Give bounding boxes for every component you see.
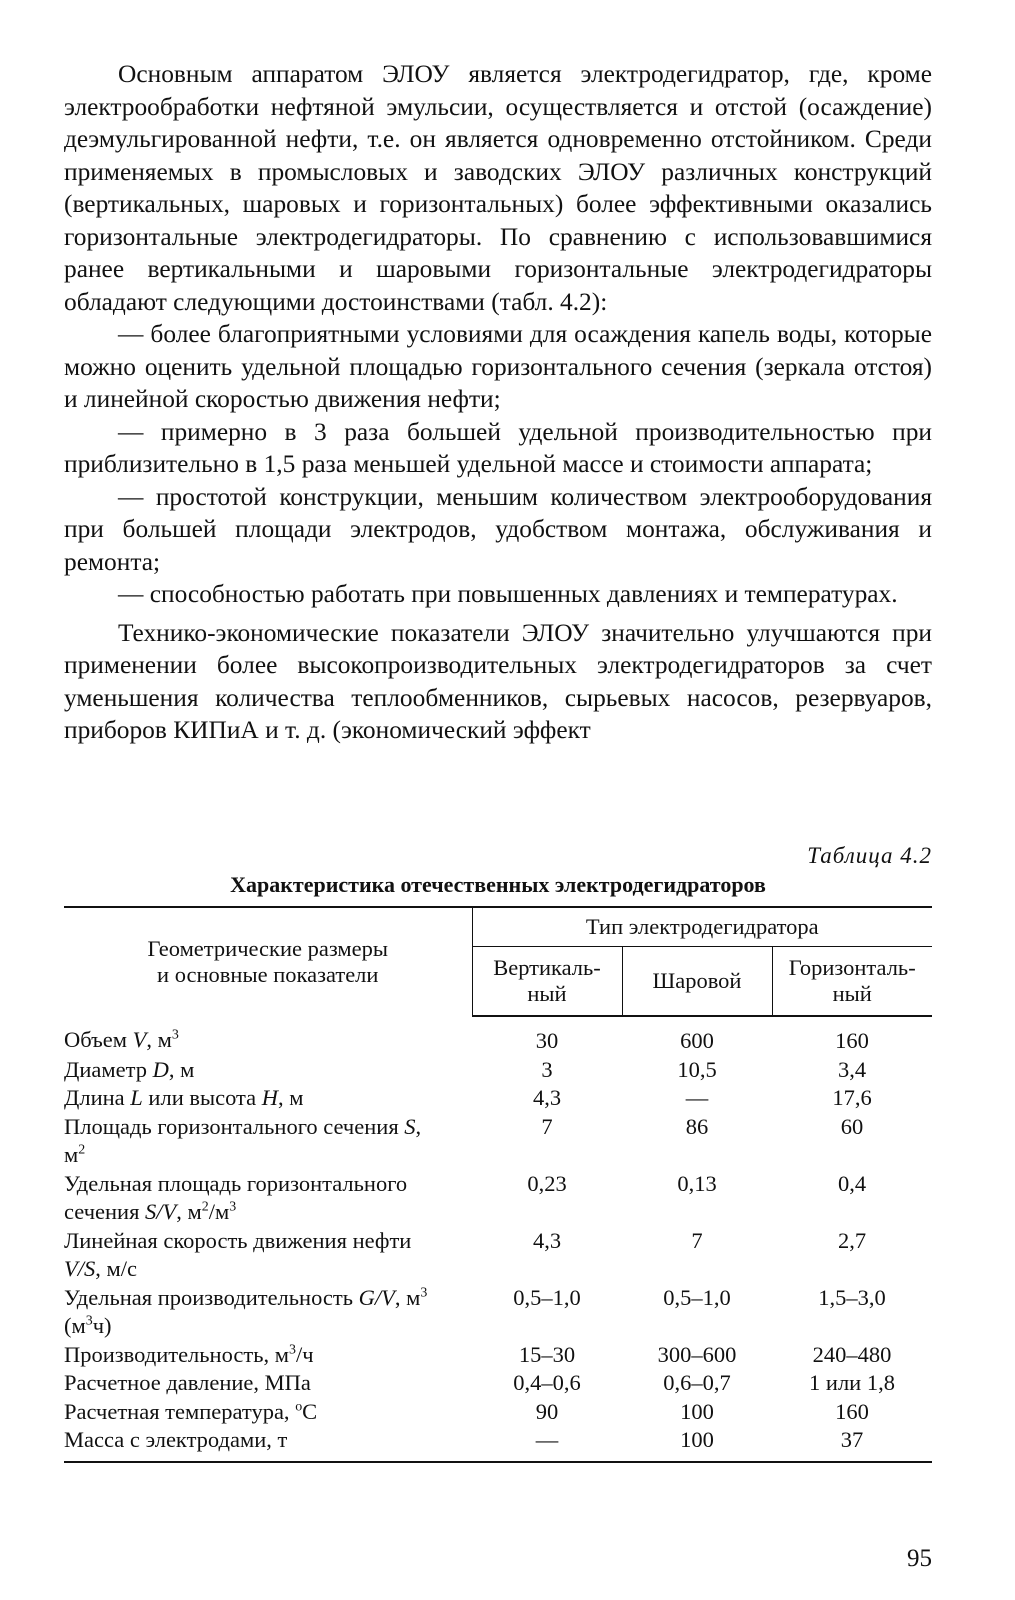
- column-header-horizontal: Горизонталь- ный: [772, 947, 932, 1017]
- value-horizontal: 240–480: [812, 1341, 892, 1367]
- row-label: Длина L или высота H, м: [64, 1085, 304, 1110]
- table-row: [64, 1284, 932, 1341]
- column-header-vertical: Вертикаль- ный: [472, 947, 622, 1017]
- value-spherical: —: [685, 1085, 709, 1110]
- value-horizontal: 160: [835, 1028, 869, 1053]
- row-header: [64, 907, 472, 1016]
- row-label: Линейная скорость движения нефти V/S, м/с: [64, 1227, 412, 1281]
- value-vertical: 4,3: [532, 1227, 562, 1253]
- table-row: [64, 1056, 932, 1085]
- value-horizontal: 1 или 1,8: [809, 1370, 895, 1395]
- table-caption: Таблица 4.2: [807, 843, 932, 868]
- table-title: Характеристика отечественных электродегидраторов: [230, 872, 766, 897]
- value-vertical: 3: [541, 1056, 553, 1082]
- table-body: [64, 1016, 932, 1462]
- value-vertical: —: [472, 1426, 622, 1462]
- list-item-pressure: — способностью работать при повышенных давлениях и температурах.: [118, 580, 898, 608]
- row-label: Расчетная температура, $^о$С: [64, 1398, 318, 1424]
- row-label: Удельная производительность G/V, $м^3$ $(м^3ч)$: [64, 1284, 428, 1338]
- value-vertical: 0,5–1,0: [513, 1284, 581, 1310]
- table-row: [64, 1227, 932, 1284]
- paragraph-economics: Технико-экономические показатели ЭЛОУ значительно улучшаются при применении более высокопроизводительных электродегидраторов за счет уменьшения количества теплообменников, сырьевых насосов, резервуаров, приборов КИПиА и т. д. (экономический эффект: [64, 618, 932, 744]
- page-number: 95: [907, 1545, 932, 1572]
- table-row: [64, 1398, 932, 1427]
- value-horizontal: 0,4: [837, 1170, 867, 1196]
- row-label: Масса с электродами, т: [64, 1426, 472, 1462]
- value-horizontal: 17,6: [832, 1085, 872, 1110]
- row-label: Производительность, $м^3/ч$: [64, 1341, 314, 1367]
- row-header-line-1: Геометрические размеры: [147, 936, 389, 961]
- value-spherical: 7: [691, 1227, 703, 1253]
- row-label: Расчетное давление, МПа: [64, 1370, 311, 1395]
- column-header-spherical: Шаровой: [622, 947, 772, 1017]
- table-row: [64, 1369, 932, 1398]
- type-header: Тип электродегидратора: [472, 907, 932, 947]
- row-label: Объем V, $м^3$: [64, 1027, 179, 1052]
- value-vertical: 30: [535, 1028, 559, 1053]
- value-spherical: 100: [680, 1398, 714, 1424]
- list-item-conditions: — более благоприятными условиями для осаждения капель воды, которые можно оценить удельной площадью горизонтального сечения (зеркала отстоя) и линейной скоростью движения нефти;: [64, 320, 932, 413]
- row-header-line-2: и основные показатели: [157, 962, 379, 987]
- row-label: Удельная площадь горизонтального сечения S/V, $м^2/м^3$: [64, 1170, 408, 1224]
- value-horizontal: 37: [772, 1426, 932, 1462]
- body-text: [64, 58, 932, 747]
- value-spherical: 600: [680, 1028, 714, 1053]
- list-item-productivity: — примерно в 3 раза большей удельной производительностью при приблизительно в 1,5 раза меньшей удельной массе и стоимости аппарата;: [64, 417, 932, 478]
- table-row: [64, 1426, 932, 1462]
- table-row: [64, 1113, 932, 1170]
- value-horizontal: 1,5–3,0: [818, 1284, 886, 1310]
- value-vertical: 0,23: [527, 1170, 567, 1196]
- electrodehydrator-table: [64, 906, 932, 1463]
- table-row: [64, 1341, 932, 1370]
- paragraph-intro: Основным аппаратом ЭЛОУ является электродегидратор, где, кроме электрообработки нефтяной эмульсии, осуществляется и отстой (осаждение) деэмульгированной нефти, т.е. он является одновременно отстойником. Среди применяемых в промысловых и заводских ЭЛОУ различных конструкций (вертикальных, шаровых и горизонтальных) более эффективными оказались горизонтальные электродегидраторы. По сравнению с использовавшимися ранее вертикальными и шаровыми горизонтальные электродегидраторы обладают следующими достоинствами (табл. 4.2):: [64, 60, 932, 316]
- value-horizontal: 60: [840, 1113, 864, 1139]
- table-row: [64, 1084, 932, 1113]
- value-horizontal: 160: [835, 1398, 869, 1424]
- table-row: [64, 1170, 932, 1227]
- value-spherical: 0,13: [677, 1170, 717, 1196]
- value-vertical: 7: [541, 1113, 553, 1139]
- value-horizontal: 3,4: [837, 1056, 867, 1082]
- row-label: Диаметр D, м: [64, 1056, 195, 1082]
- value-vertical: 15–30: [518, 1341, 576, 1367]
- value-vertical: 90: [535, 1398, 559, 1424]
- value-spherical: 0,6–0,7: [663, 1370, 731, 1395]
- value-spherical: 0,5–1,0: [663, 1284, 731, 1310]
- value-spherical: 86: [685, 1113, 709, 1139]
- value-vertical: 0,4–0,6: [513, 1370, 581, 1395]
- row-label: Площадь горизонтального сечения S, $м^2$: [64, 1113, 422, 1167]
- value-horizontal: 2,7: [837, 1227, 867, 1253]
- value-spherical: 100: [622, 1426, 772, 1462]
- value-spherical: 10,5: [677, 1056, 717, 1082]
- list-item-simplicity: — простотой конструкции, меньшим количеством электрооборудования при большей площади электродов, удобством монтажа, обслуживания и ремонта;: [64, 482, 932, 576]
- value-vertical: 4,3: [532, 1085, 562, 1110]
- table-row: [64, 1016, 932, 1056]
- value-spherical: 300–600: [657, 1341, 737, 1367]
